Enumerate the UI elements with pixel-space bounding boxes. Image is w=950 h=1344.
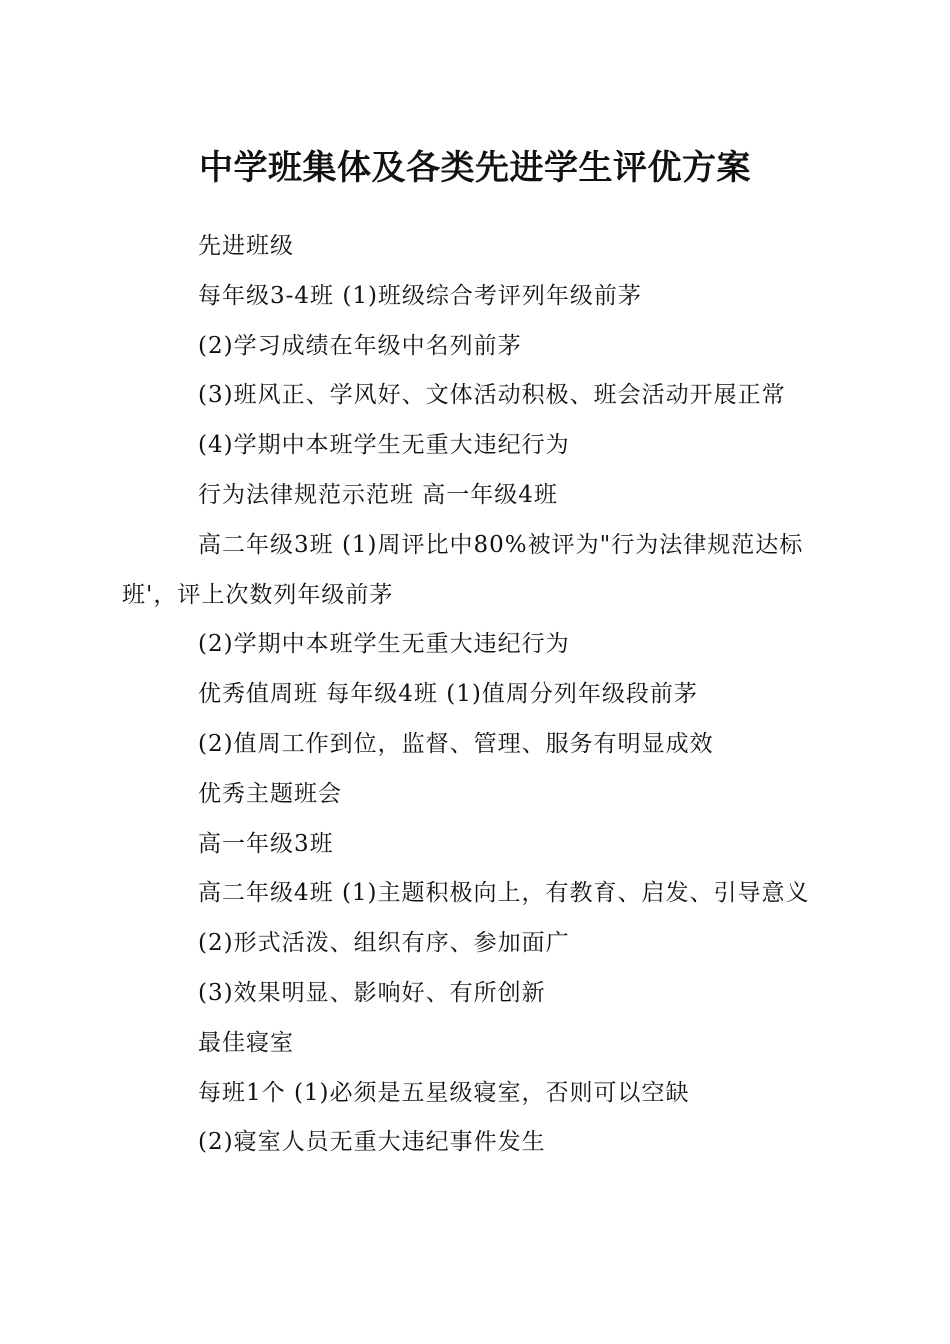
paragraph: (2)学期中本班学生无重大违纪行为 [198,631,570,658]
paragraph: (3)效果明显、影响好、有所创新 [198,979,546,1006]
document-title: 中学班集体及各类先进学生评优方案 [199,148,751,188]
paragraph-model-class: 行为法律规范示范班 高一年级4班 [198,481,558,508]
paragraph: (3)班风正、学风好、文体活动积极、班会活动开展正常 [198,382,786,409]
paragraph: 每班1个 (1)必须是五星级寝室，否则可以空缺 [198,1079,690,1106]
paragraph: (2)寝室人员无重大违纪事件发生 [198,1129,546,1156]
paragraph: (2)值周工作到位，监督、管理、服务有明显成效 [198,730,714,757]
paragraph: (2)学习成绩在年级中名列前茅 [198,332,522,359]
paragraph-best-dorm-heading: 最佳寝室 [198,1029,294,1056]
paragraph-theme-meeting-heading: 优秀主题班会 [198,780,342,807]
paragraph: (4)学期中本班学生无重大违纪行为 [198,432,570,459]
paragraph: 每年级3-4班 (1)班级综合考评列年级前茅 [198,282,642,309]
paragraph: (2)形式活泼、组织有序、参加面广 [198,930,570,957]
paragraph-duty-class: 优秀值周班 每年级4班 (1)值周分列年级段前茅 [198,681,698,708]
paragraph: 高二年级4班 (1)主题积极向上，有教育、启发、引导意义 [198,880,810,907]
paragraph-advanced-class-heading: 先进班级 [198,233,294,259]
paragraph: 高二年级3班 (1)周评比中80%被评为"行为法律规范达标班'，评上次数列年级前茅 [122,531,804,608]
paragraph: 高一年级3班 [198,830,334,857]
document-body [122,222,838,1168]
